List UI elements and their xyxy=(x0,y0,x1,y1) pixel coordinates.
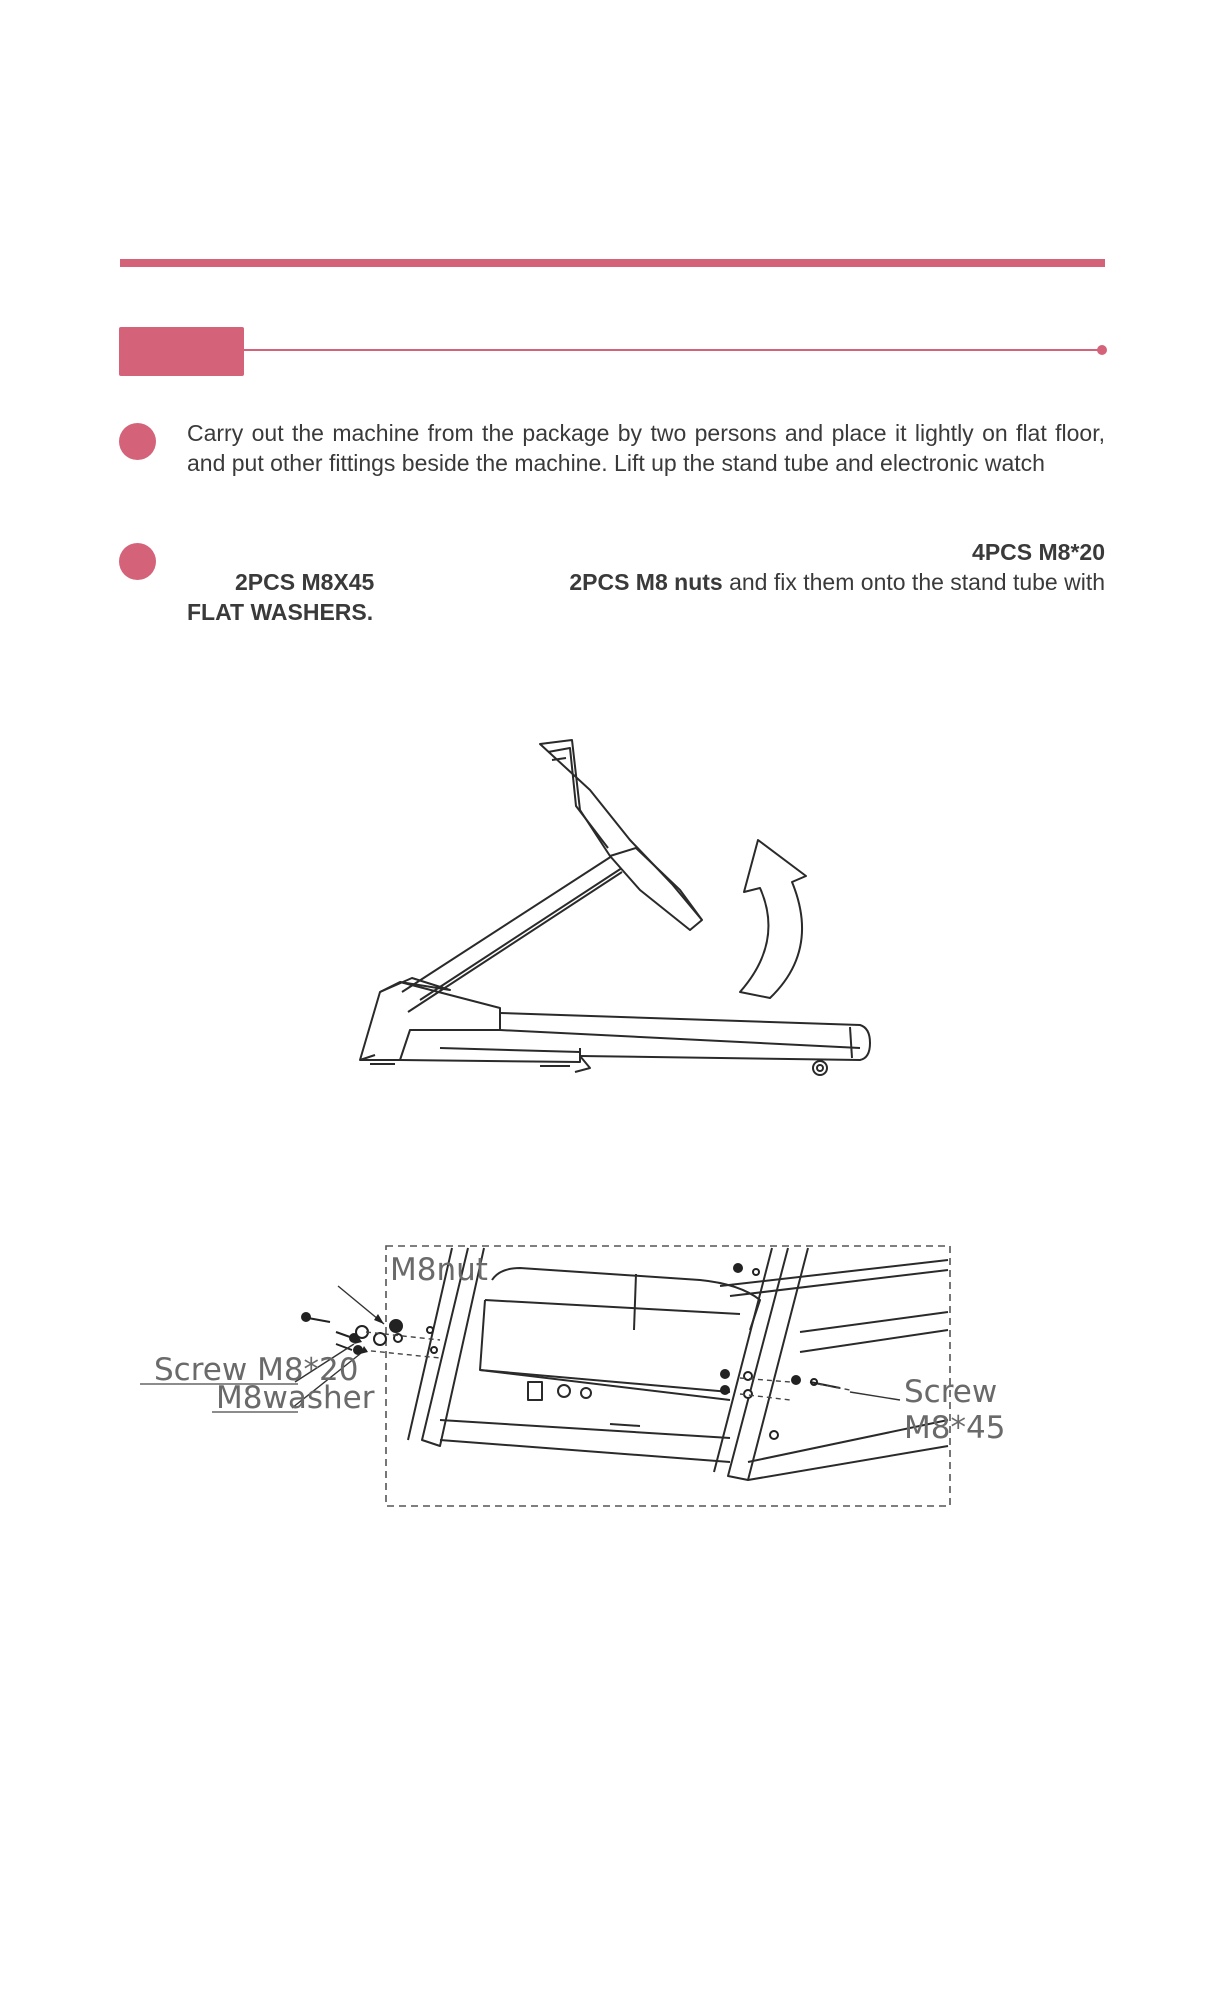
section-tab xyxy=(119,327,244,376)
section-line xyxy=(244,349,1101,351)
nuts-qty: 2PCS M8 nuts xyxy=(569,569,723,595)
screws-m820-qty: 4PCS M8*20 xyxy=(972,539,1105,565)
screw-m820-label: Screw M8*20 xyxy=(154,1352,359,1388)
header-rule xyxy=(120,259,1105,267)
screw-m845-label: Screw xyxy=(904,1374,998,1410)
treadmill-lift-figure xyxy=(340,730,880,1090)
screws-m845-qty: 2PCS M8X45 xyxy=(235,569,375,595)
fix-instruction: and fix them onto the stand tube with xyxy=(729,569,1105,595)
m8-nut-label: M8nut xyxy=(390,1252,488,1288)
step-2-bullet xyxy=(119,543,156,580)
flat-washers: FLAT WASHERS. xyxy=(187,599,374,625)
step-1-bullet xyxy=(119,423,156,460)
screw-m845-size-label: M8*45 xyxy=(904,1410,1006,1446)
step-1-text: Carry out the machine from the package by two persons and place it lightly on flat floor, and put other fittings beside the machine. Lift up the stand tube and electronic watch xyxy=(187,420,1105,476)
step-2-text xyxy=(187,537,1105,627)
m8-washer-label: M8washer xyxy=(216,1380,375,1416)
section-line-end-dot xyxy=(1097,345,1107,355)
curved-up-arrow-icon xyxy=(740,840,806,998)
